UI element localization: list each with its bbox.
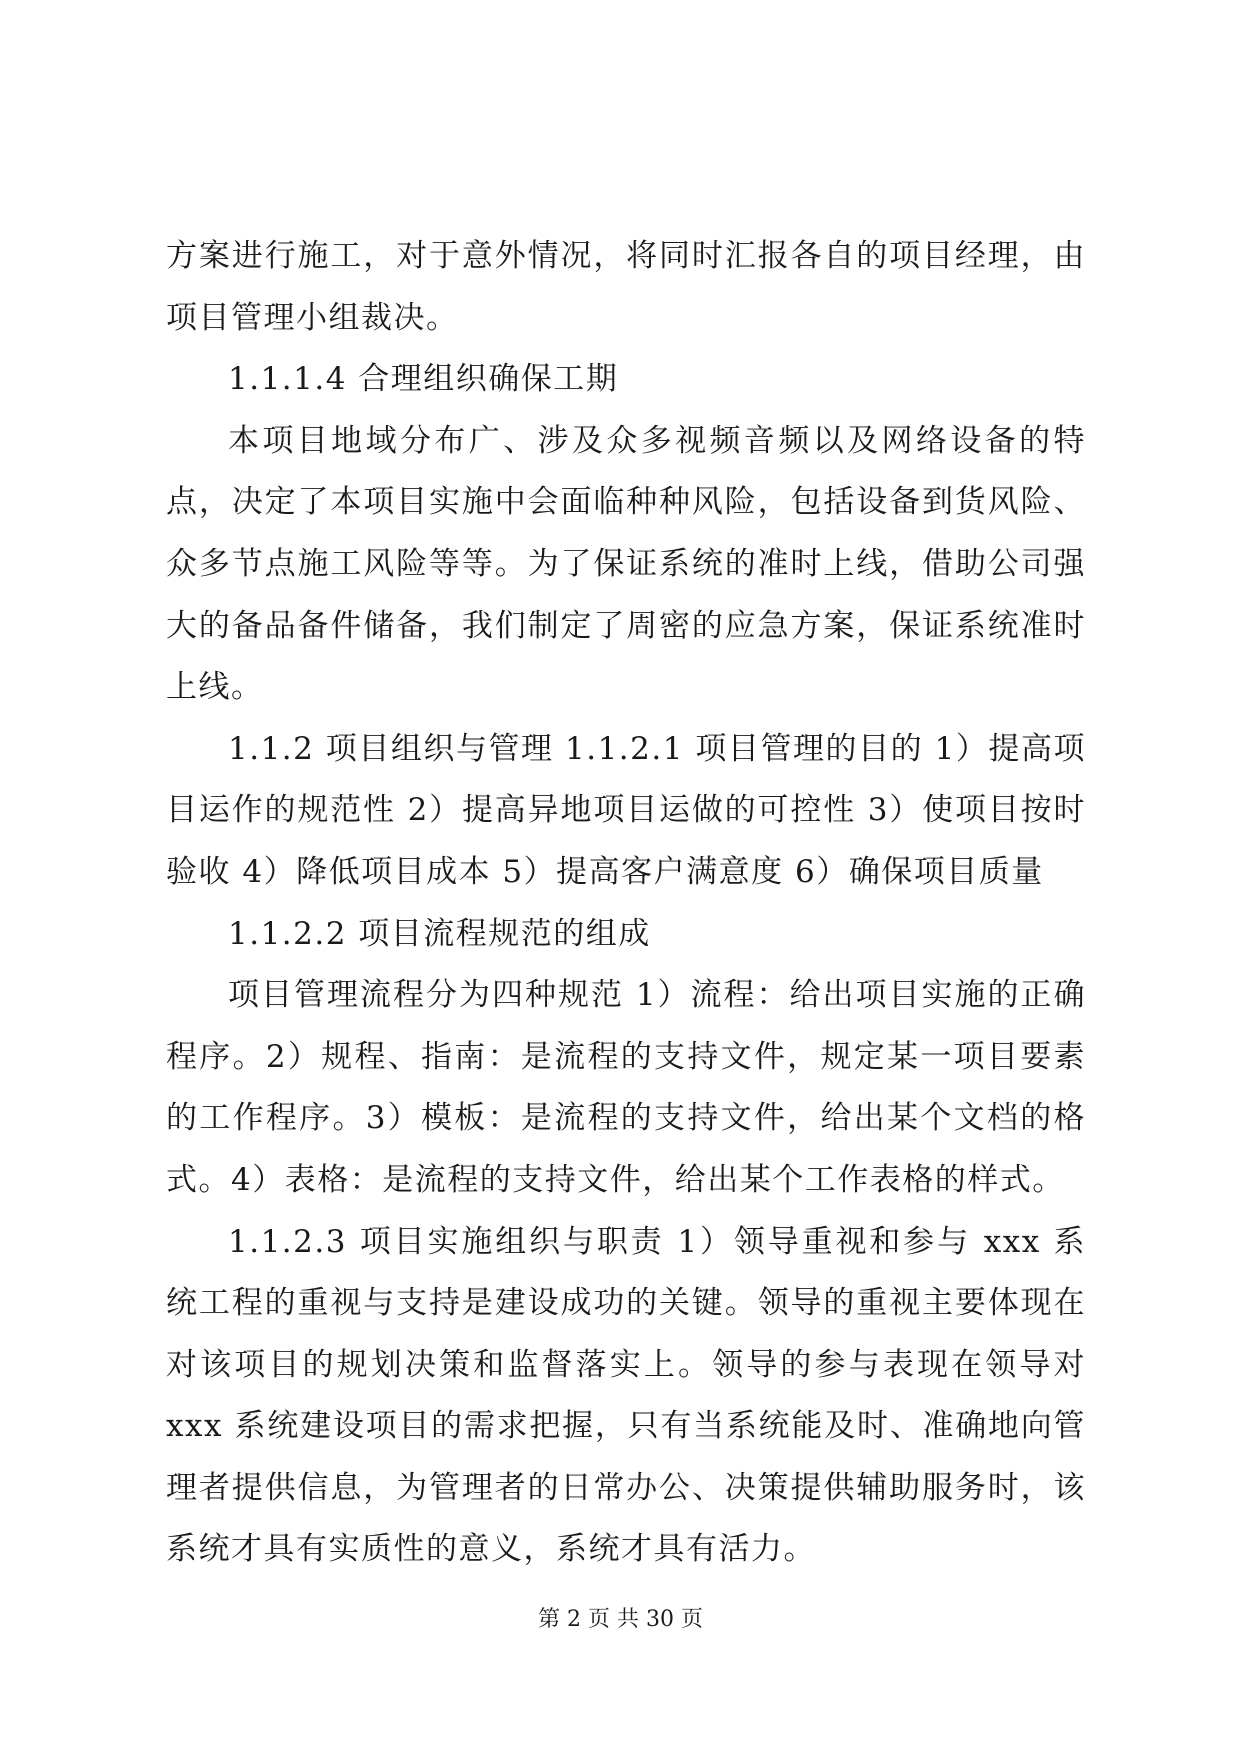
- paragraph-6: 项目管理流程分为四种规范 1）流程：给出项目实施的正确程序。2）规程、指南：是流程的支持文件，规定某一项目要素的工作程序。3）模板：是流程的支持文件，给出某个文档的格式。4）表格：是流程的支持文件，给出某个工作表格的样式。: [166, 977, 1086, 1198]
- document-body: [166, 226, 1086, 1581]
- paragraph-4: 1.1.2 项目组织与管理 1.1.2.1 项目管理的目的 1）提高项目运作的规范性 2）提高异地项目运做的可控性 3）使项目按时验收 4）降低项目成本 5）提高客户满意度 6）确保项目质量: [166, 730, 1086, 890]
- paragraph-1: 方案进行施工，对于意外情况，将同时汇报各自的项目经理，由项目管理小组裁决。: [166, 238, 1086, 336]
- paragraph-2-heading: 1.1.1.4 合理组织确保工期: [228, 361, 619, 398]
- paragraph-7: 1.1.2.3 项目实施组织与职责 1）领导重视和参与 xxx 系统工程的重视与支持是建设成功的关键。领导的重视主要体现在对该项目的规划决策和监督落实上。领导的参与表现在领导对 xxx 系统建设项目的需求把握，只有当系统能及时、准确地向管理者提供信息，为管理者的日常办公、决策提供辅助服务时，该系统才具有实质性的意义，系统才具有活力。: [166, 1223, 1086, 1568]
- page-footer: 第 2 页 共 30 页: [538, 1607, 703, 1632]
- paragraph-5-heading: 1.1.2.2 项目流程规范的组成: [228, 915, 651, 952]
- paragraph-3: 本项目地域分布广、涉及众多视频音频以及网络设备的特点，决定了本项目实施中会面临种种风险，包括设备到货风险、众多节点施工风险等等。为了保证系统的准时上线，借助公司强大的备品备件储备，我们制定了周密的应急方案，保证系统准时上线。: [166, 422, 1086, 706]
